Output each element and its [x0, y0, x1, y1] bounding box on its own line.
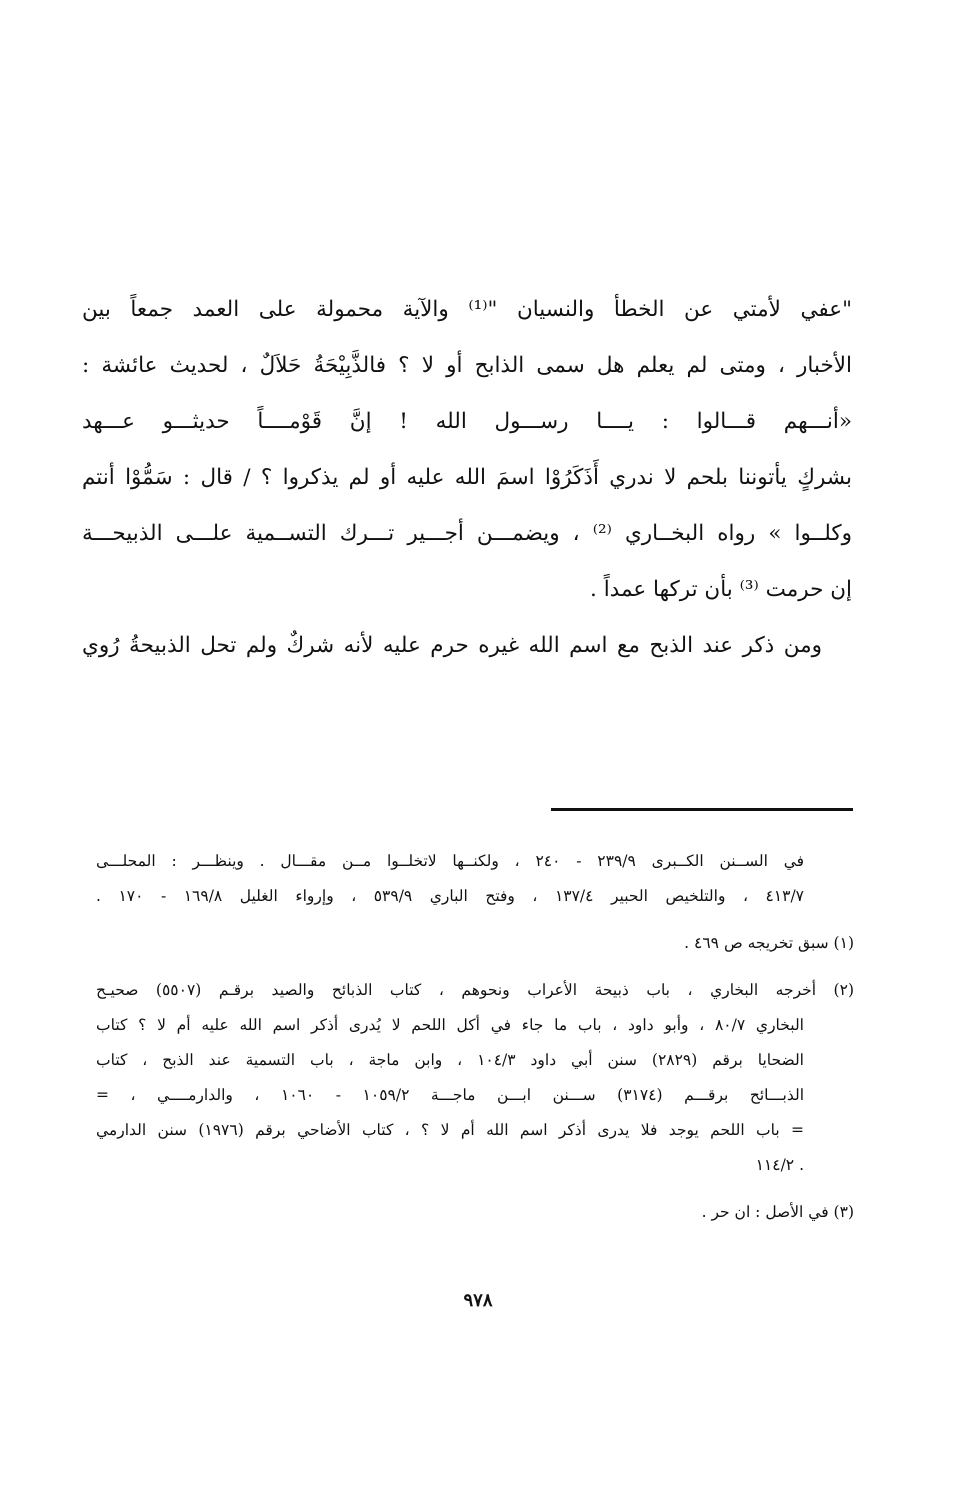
main-text-line-6: إن حرمت ⁽³⁾ بأن تركها عمداً .: [590, 577, 852, 602]
footnote-3: [96, 1195, 854, 1230]
footnote-1: [96, 926, 854, 961]
footnote-2: [96, 973, 854, 1183]
main-text-block: [82, 282, 852, 674]
footnote-2-line-2: البخاري ٨٠/٧ ، وأبو داود ، باب ما جاء في أكل اللحم لا يُدرى أذكر اسم الله عليه أم لا ؟ كتاب: [96, 1016, 804, 1034]
footnote-2-line-1: (٢) أخرجه البخاري ، باب ذبيحة الأعراب ونحوهم ، كتاب الذبائح والصيد برقـم (٥٥٠٧) صحيـح: [96, 981, 854, 999]
footnote-2-line-5: = باب اللحم يوجد فلا يدرى أذكر اسم الله أم لا ؟ ، كتاب الأضاحي برقم (١٩٧٦) سنن الدارمي: [96, 1121, 804, 1139]
page-number: ٩٧٨: [463, 1290, 493, 1311]
footnotes-block: [96, 844, 854, 1230]
main-text-line-1: "عفي لأمتي عن الخطأ والنسيان "⁽¹⁾ والآية محمولة على العمد جمعاً بين: [82, 297, 852, 322]
main-text-line-7: ومن ذكر عند الذبح مع اسم الله غيره حرم عليه لأنه شركٌ ولم تحل الذبيحةُ رُوي: [82, 633, 822, 658]
main-text-line-2: الأخبار ، ومتى لم يعلم هل سمى الذابح أو لا ؟ فالذَّبِيْحَةُ حَلاَلٌ ، لحديث عائشة :: [82, 353, 852, 378]
footnote-2-line-6: . ١١٤/٢: [755, 1156, 804, 1174]
main-text-line-5: وكلــوا » رواه البخــاري ⁽²⁾ ، ويضمـــن أجـــير تـــرك التســمية علـــى الذبيحـــة: [82, 521, 852, 546]
main-text-line-4: بشركٍ يأتوننا بلحم لا ندري أَذَكَرُوْا اسمَ الله عليه أو لم يذكروا ؟ / قال : سَمُّوْا أنتم: [82, 465, 852, 490]
footnote-continuation-line-1: في الســنن الكــبرى ٢٣٩/٩ - ٢٤٠ ، ولكنــها لاتخلــوا مــن مقـــال . وينظـــر : المحلـــى: [96, 852, 805, 870]
footnote-divider: [551, 808, 853, 811]
footnote-2-line-3: الضحايا برقم (٢٨٢٩) سنن أبي داود ١٠٤/٣ ، وابن ماجة ، باب التسمية عند الذبح ، كتاب: [96, 1051, 804, 1069]
main-text-line-3: «أنـــهم قـــالوا : يــــا رســـول الله ! إنَّ قَوْمــــاً حديثـــو عـــهد: [82, 409, 852, 434]
footnote-1-line: (١) سبق تخريجه ص ٤٦٩ .: [684, 934, 854, 952]
footnote-3-line: (٣) في الأصل : ان حر .: [701, 1203, 854, 1221]
footnote-continuation-line-2: ٤١٣/٧ ، والتلخيص الحبير ١٣٧/٤ ، وفتح الباري ٥٣٩/٩ ، وإرواء الغليل ١٦٩/٨ - ١٧٠ .: [96, 887, 805, 905]
footnote-2-line-4: الذبـــائح برقـــم (٣١٧٤) ســـنن ابـــن ماجـــة ١٠٥٩/٢ - ١٠٦٠ ، والدارمــــي ، =: [96, 1086, 805, 1104]
